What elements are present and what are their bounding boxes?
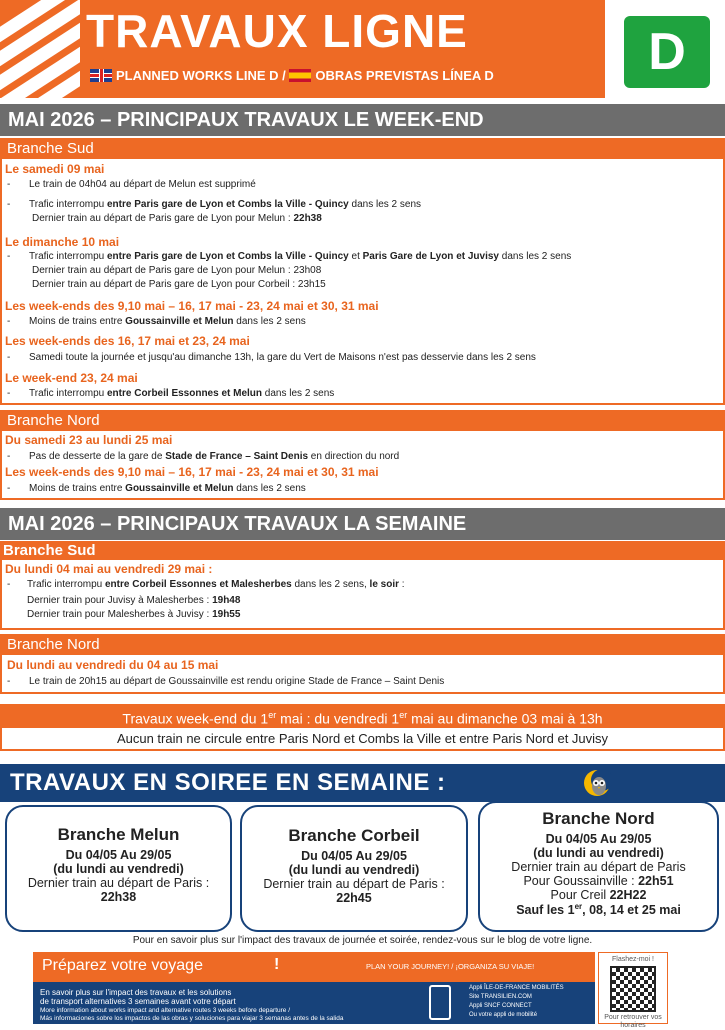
blog-info-text: Pour en savoir plus sur l'impact des travaux de journée et soirée, rendez-vous sur le blog de votre ligne. [132, 935, 593, 946]
app-idfm-link[interactable]: Appli ÎLE-DE-FRANCE MOBILITÉS [469, 985, 564, 991]
other-app-text: Ou votre appli de mobilité [469, 1012, 538, 1018]
app-sncf-link[interactable]: Appli SNCF CONNECT [469, 1003, 532, 1009]
stripes-decoration [0, 0, 80, 98]
list-item: - Moins de trains entre Goussainville et Melun dans les 2 sens [7, 316, 306, 327]
qr-box [598, 952, 668, 1029]
page-subtitle: PLANNED WORKS LINE D / OBRAS PREVISTAS LÍNEA D [90, 68, 494, 83]
card-dates: Du 04/05 Au 29/05 [545, 832, 652, 846]
list-item: - Trafic interrompu entre Paris gare de Lyon et Combs la Ville - Quincy dans les 2 sens [7, 199, 421, 210]
owl-moon-icon [582, 768, 612, 798]
exclamation-icon: ! [274, 956, 280, 973]
weekend-sud-panel [0, 159, 725, 405]
semaine-branche-nord-label: Branche Nord [0, 634, 725, 655]
weekend-section-title: MAI 2026 – PRINCIPAUX TRAVAUX LE WEEK-END [0, 104, 725, 136]
date-heading: Du lundi 04 mai au vendredi 29 mai : [5, 562, 213, 576]
card-title: Branche Melun [57, 825, 180, 844]
list-item: Dernier train pour Juvisy à Malesherbes : 19h48 [27, 595, 241, 606]
card-branche-corbeil [240, 805, 468, 932]
flash-me-text: Flashez-moi ! [611, 956, 654, 963]
date-heading: Du samedi 23 au lundi 25 mai [5, 433, 173, 447]
prepare-journey-title: Préparez votre voyage [42, 957, 203, 974]
weekend-branche-nord-label: Branche Nord [0, 410, 725, 431]
card-dates: Du 04/05 Au 29/05 [65, 848, 172, 862]
semaine-branche-sud-label: Branche Sud [0, 541, 725, 560]
date-heading: Les week-ends des 16, 17 mai et 23, 24 mai [5, 334, 250, 348]
list-item: - Trafic interrompu entre Paris gare de Lyon et Combs la Ville - Quincy et Paris Gare de Lyon et Juvisy dans les 2 sens [7, 251, 572, 262]
card-exceptions: Sauf les 1er, 08, 14 et 25 mai [516, 902, 681, 918]
page-title: TRAVAUX LIGNE [86, 5, 468, 57]
spain-flag-icon [289, 69, 311, 82]
card-goussainville: Pour Goussainville : 22h51 [523, 874, 674, 888]
site-transilien-link[interactable]: Site TRANSILIEN.COM [469, 994, 532, 1000]
list-item: - Moins de trains entre Goussainville et Melun dans les 2 sens [7, 483, 306, 494]
date-heading: Du lundi au vendredi du 04 au 15 mai [7, 658, 219, 672]
card-branche-melun [5, 805, 232, 932]
prepare-journey-header [33, 952, 595, 982]
header-banner [0, 0, 605, 98]
date-heading: Les week-ends des 9,10 mai – 16, 17 mai - 23, 24 mai et 30, 31 mai [5, 299, 379, 313]
card-text: Dernier train au départ de Paris [511, 860, 686, 874]
card-title: Branche Nord [542, 809, 655, 828]
list-item: - Trafic interrompu entre Corbeil Essonnes et Malesherbes dans les 2 sens, le soir : [7, 579, 405, 590]
card-days: (du lundi au vendredi) [533, 846, 664, 860]
schedules-text: Pour retrouver vos horaires [604, 1014, 662, 1029]
list-item: - Le train de 04h04 au départ de Melun est supprimé [7, 179, 256, 190]
list-item: Dernier train pour Malesherbes à Juvisy : 19h55 [27, 609, 241, 620]
card-text: Dernier train au départ de Paris : [27, 876, 210, 890]
card-branche-nord [478, 801, 719, 932]
semaine-section-title: MAI 2026 – PRINCIPAUX TRAVAUX LA SEMAINE [0, 508, 725, 540]
prepare-journey-box [33, 952, 595, 1024]
list-item: - Samedi toute la journée et jusqu'au dimanche 13h, la gare du Vert de Maisons n'est pas desservie dans les 2 sens [7, 352, 536, 363]
prepare-text-fr: En savoir plus sur l'impact des travaux et les solutions de transport alternatives 3 semaines avant votre départ [40, 988, 236, 1006]
date-heading: Le samedi 09 mai [5, 162, 105, 176]
weekend-notice-banner: Travaux week-end du 1er mai : du vendredi 1er mai au dimanche 03 mai à 13h [0, 704, 725, 726]
plan-journey-text: PLAN YOUR JOURNEY! / ¡ORGANIZA SU VIAJE! [366, 962, 535, 971]
weekend-branche-sud-label: Branche Sud [0, 138, 725, 159]
date-heading: Le week-end 23, 24 mai [5, 371, 138, 385]
list-item: Dernier train au départ de Paris gare de Lyon pour Melun : 22h38 [32, 213, 322, 224]
list-item: - Trafic interrompu entre Corbeil Essonnes et Melun dans les 2 sens [7, 388, 335, 399]
date-heading: Le dimanche 10 mai [5, 235, 120, 249]
card-time: 22h45 [336, 891, 372, 905]
card-time: 22h38 [100, 890, 137, 904]
card-text: Dernier train au départ de Paris : [263, 877, 445, 891]
semaine-nord-panel [0, 655, 725, 694]
card-dates: Du 04/05 Au 29/05 [301, 849, 407, 863]
qr-code-icon[interactable] [610, 966, 656, 1012]
list-item: - Pas de desserte de la gare de Stade de France – Saint Denis en direction du nord [7, 451, 400, 462]
weekend-nord-panel [0, 431, 725, 500]
apps-list [469, 984, 564, 1020]
card-days: (du lundi au vendredi) [288, 863, 420, 877]
card-creil: Pour Creil 22H22 [550, 888, 647, 902]
soiree-section-title: TRAVAUX EN SOIREE EN SEMAINE : [0, 764, 725, 802]
list-item: Dernier train au départ de Paris gare de Lyon pour Melun : 23h08 [32, 265, 322, 276]
semaine-sud-panel [0, 560, 725, 630]
list-item: - Le train de 20h15 au départ de Goussainville est rendu origine Stade de France – Saint Denis [7, 676, 445, 687]
card-title: Branche Corbeil [288, 826, 420, 845]
uk-flag-icon [90, 69, 112, 82]
date-heading: Les week-ends des 9,10 mai – 16, 17 mai - 23, 24 mai et 30, 31 mai [5, 465, 379, 479]
list-item: Dernier train au départ de Paris gare de Lyon pour Corbeil : 23h15 [32, 279, 326, 290]
weekend-notice-body: Aucun train ne circule entre Paris Nord et Combs la Ville et entre Paris Nord et Juvisy [0, 726, 725, 751]
line-d-badge: D [624, 16, 710, 88]
card-days: (du lundi au vendredi) [53, 862, 184, 876]
prepare-text-en-es: More information about works impact and alternative routes 3 weeks before departure / Más informaciones sobre los impactos de las obras y soluciones para viajar 3 semanas antes de la salida [40, 1007, 344, 1022]
smartphone-icon [429, 985, 451, 1020]
